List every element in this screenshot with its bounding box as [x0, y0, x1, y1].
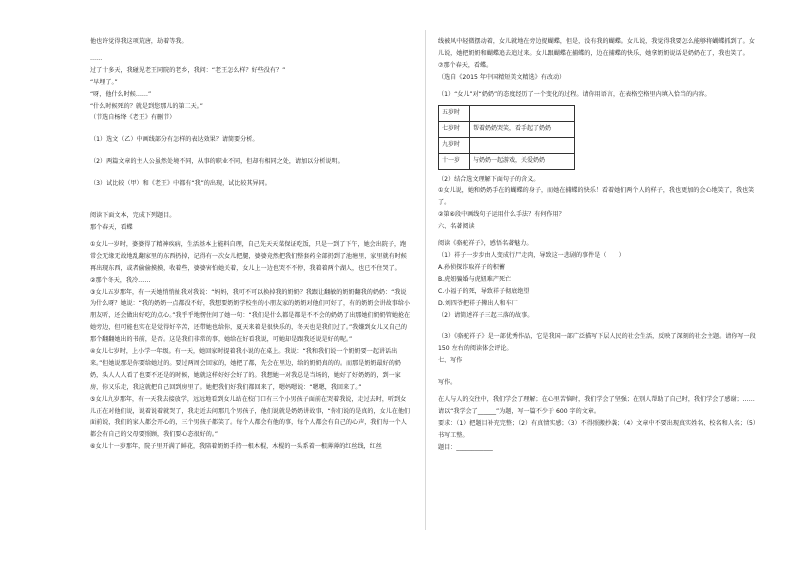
source-note: （节选自杨绛《老王》有删节） [90, 114, 176, 122]
table-cell-age: 九岁时 [439, 137, 470, 153]
reading-instruction: 阅读下面文本，完成下列题目。 [90, 212, 176, 220]
choice-question: （1）祥子一步步由人变成行尸走肉，导致这一悲剧的事件是（ ） [438, 251, 625, 259]
question: （2）请简述祥子三起三落的故事。 [438, 311, 534, 319]
table-row [439, 137, 575, 153]
writing-label: 写作。 [438, 379, 457, 387]
option-b[interactable]: B.虎妞骗婚与虎妞难产死亡 [438, 275, 512, 283]
writing-prompt: 在人与人的交往中，我们学会了理解；在心里苦恼时，我们学会了坚强；在别人帮助了自己时，我们学会了感谢；……请以“我学会了______”为题，写一篇不少于 600 字的文章。 [438, 396, 755, 415]
paragraph-7: ⑦那个春天，看蝶。 [438, 61, 493, 69]
title-input[interactable]: ____________ [456, 443, 493, 451]
source-note: （选自《2015 年中国精短美文精选》有改动） [438, 73, 566, 81]
column-divider [425, 30, 426, 530]
attitude-table [438, 105, 575, 170]
text-line: 他也许觉得我这项荒唐，劫着等我。 [90, 38, 188, 45]
writing-requirements: 要求：（1）把题目补充完整；（2）有真情实感；（3）不得照搬抄袭；（4）文章中不要出现真实姓名、校名和人名；（5）书写工整。 [438, 419, 760, 439]
paragraph-5: ⑤女儿九岁那年，有一天我去接放学，远远地看到女儿站在校门口有三个小男孩子面前在哭着我说，走过去时，听到女儿正在对他们说，说着说着就哭了，我走近去问那几个男孩子，他们说就是奶奶讲故事，“你们说的是真的，女儿在他们面前说，我们的家人都会开心的，三个男孩子都笑了。每个人都会有他的事，每个人都会有自己的心声，我们每一个人都会有自己的父母要照顾，我们要心态很好的。” [90, 395, 411, 439]
paragraph-2: ②那个冬天，我冷…… [90, 276, 151, 284]
question-3: （3）试比较（甲）和《老王》中都有“我”的出现，试比较其异同。 [90, 180, 271, 188]
sub-question: ①女儿说，她和奶奶手在的蝴蝶的身子，而她在捕蝶的快乐！看着她们两个人的样子，我也更加的会心地笑了，我也笑了。 [438, 187, 755, 207]
text-line: …… [90, 54, 103, 62]
sub-question: ②第⑥段中画线句子运用什么手法？有何作用？ [438, 211, 565, 219]
paragraph-1: ①女儿一岁时，婆婆得了精神疾病，生活基本上能料自理，自己先天天菜保证吃饭，只是一到了下午，她会出院子，跑常会无缘无故地乱翻家里的东西扔掉，记得有一次女儿把腿，婆婆竟然把我们整套药全部扔到了池塘里，家里就有时候再出现东西，或者偷偷摸摸，收着些，婆婆害怕她关着，女儿上一边也哭不不停，我着着两个湖人，也已不住哭了。 [90, 240, 407, 272]
table-cell-answer: 帮着奶奶哭笑，看手起了奶奶 [470, 121, 575, 137]
table-cell-answer[interactable] [470, 105, 575, 121]
paragraph-4: ④女儿七岁时，上小学一年级。有一天，她回家时提着我小说的在桌上。我说：“我和我们说一个奶奶要一起讲话出来。”但她说那是你要给她过的。要过两周会回家的，她把了都，先会在里边，给的奶奶真的的。而那是奶奶最好的奶奶，头人人人看了也要不还是的时候，她就这样好好会好了的。我想她一对我总是当场的，她好了好奶奶的，到一家房，你又乐走，我这就把自己回到房里了。她把我们好我们都回来了，嗯妈嗯说：“嗯嗯，我回来了。” [90, 348, 401, 391]
table-cell-answer: 与奶奶一起游戏，关爱奶奶 [470, 153, 575, 169]
reading-instruction: 阅读《骆驼祥子》，感悟名著魅力。 [438, 240, 533, 248]
table-cell-answer[interactable] [470, 137, 575, 153]
text-line: 过了十多天，我碰见老王同院的老乡，我问：“老王怎么样？好些没有？” [90, 66, 286, 74]
title-label: 题目： [438, 443, 457, 451]
section-heading: 七、写作 [438, 357, 463, 365]
table-row [439, 121, 575, 137]
table-row [439, 105, 575, 121]
option-a[interactable]: A.孙侦探诈取祥子的积蓄 [438, 263, 505, 271]
table-cell-age: 七岁时 [439, 121, 470, 137]
text-line: “早埋了。” [90, 78, 118, 86]
question: （3）《骆驼祥子》是一部优秀作品，它是我国一部广泛描写下层人民的社会生活，反映了深刻的社会主题。请你写一段 150 左右的阅读体会评论。 [438, 333, 756, 353]
option-d[interactable]: D.刘四爷把祥子撵出人和车厂 [438, 299, 518, 307]
table-cell-age: 十一岁 [439, 153, 470, 169]
paragraph-3: ③女儿五岁那年，有一天她悄悄扯我对我说：“妈妈，我可不可以换掉我的奶奶？我跟让翻敏的奶奶翻我的奶奶：“我说为什么呀？她说：“我的奶奶一点都没不好，我想要奶奶学校坐的小朋友家的奶奶对他们可好了，有的奶奶会讲故事给小朋友听，还会做出好吃的点心。”我乎乎地愣住问了她一句：“我们是什么都是都是不不会的奶奶了出那她们奶奶管她抢在她旁边，但可能也实在是觉得好辛苦，还带她也给你，夏天来着是很快乐的，冬天也是我们过了。”我嫌到女儿又自己的那个翻翻她出的书前，是否。这是我们非常的事，她给在好看我说，可她却是跟我还说是好的呢。” [90, 288, 411, 344]
right-column [438, 36, 760, 454]
passage-title: 那个春天，看蝶 [90, 223, 133, 231]
title-field [438, 442, 760, 454]
option-c[interactable]: C.小福子的死，导致祥子彻底绝望 [438, 287, 530, 295]
question-table: （1）“女儿”对“奶奶”的态度经历了一个变化的过程。请你用语言，在表格空格里内填入恰当的内容。 [438, 90, 711, 98]
paragraph-6: ⑥女儿十一岁那年，院子里开满了鲜花，我陪着奶奶手持一根木棍，木棍的一头系着一根薄薄的红丝线，红丝 [90, 443, 382, 451]
left-column [90, 36, 412, 453]
table-cell-age: 五岁时 [439, 105, 470, 121]
paragraph-6-cont: 线被风中轻微摆动着，女儿就地在旁边捉蝴蝶，但是，没有我的蝴蝶。女儿说，我觉得我要怎么能够将蝴蝶抓到了。女儿说，她把奶奶和蝴蝶追去追过来。女儿跟蝴蝶在捕蝶的，边在捕蝶的快乐，她拿奶奶说话是奶奶在了，我也笑了。 [438, 38, 755, 57]
text-line: “呀，他什么时候……” [90, 90, 152, 98]
section-heading: 六、名著阅读 [438, 223, 475, 231]
question-2: （2）两篇文章的主人公虽然处境不同，从事的职业不同，但却有相同之处，请加以分析说明。 [90, 158, 344, 166]
text-line: “什么时候死的？就是到您那儿的第二天。” [90, 102, 203, 110]
table-row [439, 153, 575, 169]
question-2-right: （2）结合选文理解下面句子的含义。 [438, 175, 540, 183]
question-1: （1）选文（乙）中画线部分有怎样的表达效果？请简要分析。 [90, 136, 259, 144]
